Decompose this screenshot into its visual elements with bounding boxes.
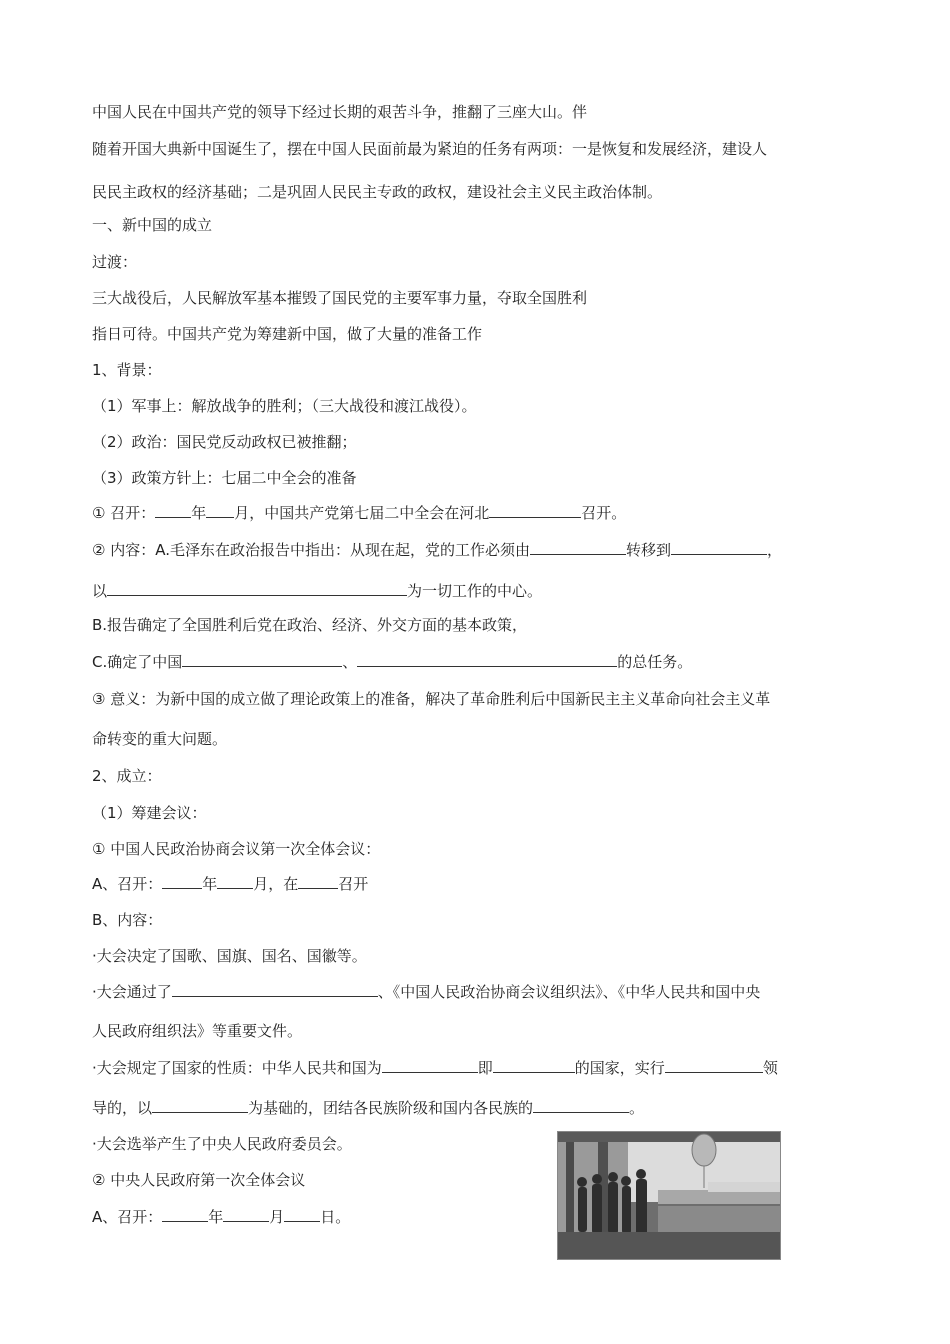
- blank-document[interactable]: [172, 982, 378, 997]
- blank-month[interactable]: [206, 503, 234, 518]
- blank-nature-1[interactable]: [382, 1058, 478, 1073]
- work-center-line: 以 为一切工作的中心。: [92, 582, 543, 600]
- cppcc-documents-line: ·大会通过了 、《中国人民政治协商会议组织法》、《中华人民共和国中央: [92, 983, 761, 1001]
- state-nature-line: ·大会规定了国家的性质：中华人民共和国为 即 的国家，实行 领: [92, 1059, 778, 1077]
- transition-label: 过渡：: [92, 253, 138, 271]
- background-policy: （3）政策方针上：七届二中全会的准备: [92, 469, 357, 487]
- intro-line-3: 民民主政权的经济基础；二是巩固人民民主专政的政权，建设社会主义民主政治体制。: [92, 183, 663, 201]
- blank-task-1[interactable]: [182, 652, 342, 667]
- cppcc-heading: ① 中国人民政治协商会议第一次全体会议：: [92, 840, 381, 858]
- blank-year[interactable]: [155, 503, 191, 518]
- blank-cppcc-year[interactable]: [162, 874, 202, 889]
- founding-ceremony-photo: [557, 1131, 781, 1260]
- cppcc-decision-line: ·大会决定了国歌、国旗、国名、国徽等。: [92, 947, 367, 965]
- blank-cppcc-place[interactable]: [298, 874, 338, 889]
- blank-nature-3[interactable]: [665, 1058, 763, 1073]
- background-heading: 1、背景：: [92, 361, 162, 379]
- government-convene-line: A、召开： 年 月 日。: [92, 1208, 351, 1226]
- cppcc-convene-line: A、召开： 年 月，在 召开: [92, 875, 369, 893]
- blank-basis[interactable]: [152, 1098, 248, 1113]
- section-heading: 一、新中国的成立: [92, 216, 213, 234]
- plenum-content-line: ② 内容：A.毛泽东在政治报告中指出：从现在起，党的工作必须由 转移到 ，: [92, 541, 783, 559]
- background-political: （2）政治：国民党反动政权已被推翻；: [92, 433, 357, 451]
- blank-gov-month[interactable]: [223, 1207, 269, 1222]
- blank-gov-year[interactable]: [162, 1207, 208, 1222]
- cppcc-content-heading: B、内容：: [92, 911, 163, 929]
- general-task-line: C.确定了中国 、 的总任务。: [92, 653, 693, 671]
- significance-line-1: ③ 意义：为新中国的成立做了理论政策上的准备，解决了革命胜利后中国新民主主义革命向社会主义革: [92, 690, 771, 708]
- blank-front[interactable]: [533, 1098, 629, 1113]
- blank-from[interactable]: [530, 540, 626, 555]
- cppcc-documents-line-2: 人民政府组织法》等重要文件。: [92, 1022, 303, 1040]
- blank-task-2[interactable]: [357, 652, 617, 667]
- transition-text-2: 指日可待。中国共产党为筹建新中国，做了大量的准备工作: [92, 325, 483, 343]
- background-military: （1）军事上：解放战争的胜利；（三大战役和渡江战役）。: [92, 397, 477, 415]
- blank-to[interactable]: [671, 540, 767, 555]
- blank-nature-2[interactable]: [493, 1058, 575, 1073]
- founding-ceremony-illustration: [558, 1132, 780, 1259]
- blank-gov-day[interactable]: [284, 1207, 320, 1222]
- report-policy-line: B.报告确定了全国胜利后党在政治、经济、外交方面的基本政策，: [92, 616, 528, 634]
- plenum-convene-line: ① 召开： 年 月，中国共产党第七届二中全会在河北 召开。: [92, 504, 627, 522]
- preparatory-meeting-heading: （1）筹建会议：: [92, 804, 207, 822]
- government-meeting-heading: ② 中央人民政府第一次全体会议: [92, 1171, 306, 1189]
- blank-location[interactable]: [489, 503, 581, 518]
- election-line: ·大会选举产生了中央人民政府委员会。: [92, 1135, 352, 1153]
- founding-heading: 2、成立：: [92, 767, 162, 785]
- blank-center[interactable]: [107, 581, 407, 596]
- blank-cppcc-month[interactable]: [217, 874, 253, 889]
- intro-line-1: 中国人民在中国共产党的领导下经过长期的艰苦斗争，推翻了三座大山。伴: [92, 103, 588, 121]
- state-nature-line-2: 导的，以 为基础的，团结各民族阶级和国内各民族的 。: [92, 1099, 645, 1117]
- transition-text-1: 三大战役后，人民解放军基本摧毁了国民党的主要军事力量，夺取全国胜利: [92, 289, 588, 307]
- significance-line-2: 命转变的重大问题。: [92, 730, 228, 748]
- intro-line-2: 随着开国大典新中国诞生了，摆在中国人民面前最为紧迫的任务有两项：一是恢复和发展经济，建设人: [92, 140, 768, 158]
